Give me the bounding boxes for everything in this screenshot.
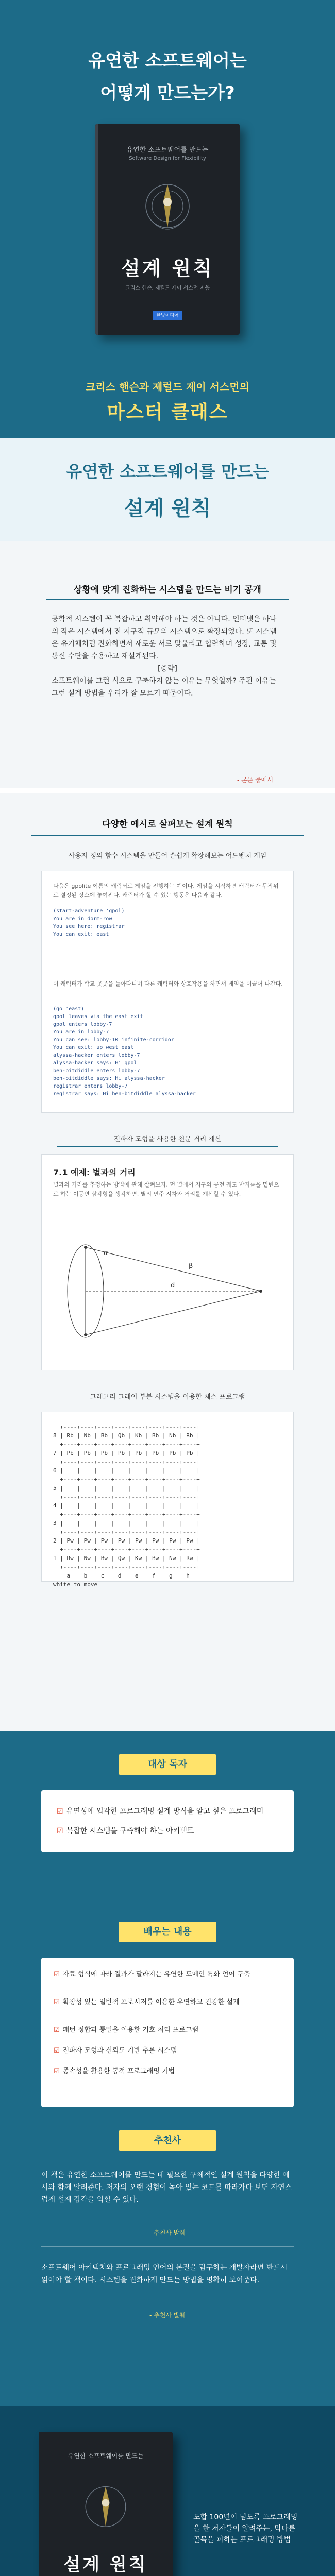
example2-text: 별과의 거리를 추정하는 방법에 관해 살펴보자. 먼 별에서 지구의 공전 궤도 반지름을 밑변으로 하는 이등변 삼각형을 생각하면, 별의 연주 시차와 거리를 계산할 수 있다. bbox=[53, 1181, 279, 1197]
learn-box bbox=[41, 1958, 294, 2107]
mystic-seal-icon bbox=[80, 2478, 131, 2540]
fig-label-alpha: α bbox=[104, 1249, 108, 1257]
chess-board: +----+----+----+----+----+----+----+----+ 8 | Rb | Nb | Bb | Qb | Kb | Bb | Nb | Rb | +----+----+----+----+----+----+----+----+ 7 | Pb | Pb | Pb | Pb | Pb | Pb | Pb | Pb | +----+----+----+----+----+----+----+----+ 6 | | | | | | | | | +----+----+----+----+----+----+----+----+ 5 | | | | | | | | | +----+----+----+----+----+----+----+----+ 4 | | | | | | | | | +----+----+----+----+----+----+----+----+ 3 | | | | | | | | | +----+----+----+----+----+----+----+----+ 2 | Pw | Pw | Pw | Pw | Pw | Pw | Pw | Pw | +----+----+----+----+----+----+----+----+ 1 | Rw | Nw | Bw | Qw | Kw | Bw | Nw | Rw | +----+----+----+----+----+----+----+----+ a b c d e f g h white to move bbox=[53, 1423, 200, 1588]
book-cover-sub: Software Design for Flexibility bbox=[129, 156, 206, 161]
bottom-section bbox=[0, 2406, 335, 2576]
intro-body bbox=[52, 613, 283, 700]
learn-item bbox=[54, 1969, 280, 1980]
check-icon: ☑ bbox=[54, 2026, 60, 2034]
parallax-figure bbox=[62, 1227, 274, 1355]
learn-item bbox=[54, 2066, 280, 2077]
bottom-book-small: 유연한 소프트웨어를 만드는 bbox=[68, 2452, 144, 2460]
example1-caption: 사용자 정의 함수 시스템을 만들어 손쉽게 확장해보는 어드벤처 게임 bbox=[68, 852, 267, 860]
intro-source: - 본문 중에서 bbox=[237, 776, 273, 784]
intro-body2: 소프트웨어를 그런 식으로 구축하지 않는 이유는 무엇일까? 주된 이유는 그런 설계 방법을 우리가 잘 모르기 때문이다. bbox=[52, 677, 276, 698]
learn-item-text: 전파자 모형과 신뢰도 기반 추론 시스템 bbox=[62, 2047, 177, 2055]
audience-item-text: 복잡한 시스템을 구축해야 하는 아키텍트 bbox=[66, 1827, 194, 1835]
examples-divider bbox=[31, 835, 304, 836]
audience-title: 대상 독자 bbox=[119, 1754, 216, 1775]
hero-title-line1: 유연한 소프트웨어를 만드는 bbox=[66, 462, 269, 481]
example2-caption: 전파자 모형을 사용한 천문 거리 계산 bbox=[113, 1136, 222, 1143]
fig-label-d: d bbox=[171, 1282, 175, 1290]
bottom-book-cover bbox=[39, 2432, 173, 2576]
example2-card bbox=[41, 1154, 294, 1370]
intro-section bbox=[0, 541, 335, 788]
bottom-side-text: 도합 100년이 넘도록 프로그래밍을 한 저자들이 알려주는, 막다른 골목을 피하는 프로그래밍 방법 bbox=[193, 2513, 298, 2544]
hero-master: 마스터 클래스 bbox=[107, 402, 228, 423]
recommend-text2: 소프트웨어 아키텍처와 프로그래밍 언어의 본질을 탐구하는 개발자라면 반드시 읽어야 할 책이다. 시스템을 진화하게 만드는 방법을 명확히 보여준다. bbox=[41, 2264, 288, 2284]
intro-body1: 공학적 시스템이 꼭 복잡하고 취약해야 하는 것은 아니다. 인터넷은 하나의 작은 시스템에서 전 지구적 규모의 시스템으로 확장되었다. 또 시스템은 유기체처럼 진화하면서 새로운 서로 맞물리고 협력하며 성장, 교통 및 통신 수단을 수용하고 재설계된다. bbox=[52, 615, 277, 660]
intro-divider bbox=[46, 599, 289, 600]
book-cover-title: 설계 원칙 bbox=[121, 257, 214, 280]
audience-item bbox=[57, 1806, 263, 1816]
mystic-seal-icon bbox=[142, 175, 193, 242]
check-icon: ☑ bbox=[54, 1998, 60, 2006]
example1-code1: (start-adventure 'gpol) You are in dorm-row You see here: registrar You can exit: east bbox=[53, 908, 125, 937]
example3-caption: 그레고리 그레이 부분 시스템을 이용한 체스 프로그램 bbox=[90, 1393, 245, 1401]
check-icon: ☑ bbox=[57, 1827, 63, 1835]
audience-item bbox=[57, 1825, 194, 1836]
hero-question-line2: 어떻게 만드는가? bbox=[100, 83, 235, 104]
audience-box bbox=[41, 1790, 294, 1852]
publisher-logo: 한빛미디어 bbox=[153, 311, 182, 320]
recommend-divider bbox=[41, 2246, 294, 2247]
fig-label-beta: β bbox=[189, 1262, 193, 1270]
audience-section bbox=[0, 1731, 335, 1917]
check-icon: ☑ bbox=[54, 1971, 60, 1978]
intro-heading: 상황에 맞게 진화하는 시스템을 만드는 비기 공개 bbox=[74, 585, 261, 595]
recommend-section bbox=[0, 2117, 335, 2406]
example1-card bbox=[41, 871, 294, 1113]
learn-item bbox=[54, 1997, 280, 2008]
learn-item bbox=[54, 2025, 280, 2036]
check-icon: ☑ bbox=[54, 2047, 60, 2055]
audience-item-text: 유연성에 입각한 프로그래밍 설계 방식을 알고 싶은 프로그래머 bbox=[66, 1807, 264, 1816]
example3-card bbox=[41, 1412, 294, 1588]
hero-authors: 크리스 핸슨과 제럴드 제이 서스먼의 bbox=[86, 381, 249, 393]
learn-item-text: 종속성을 활용한 동적 프로그래밍 기법 bbox=[62, 2067, 175, 2075]
learn-section bbox=[0, 1917, 335, 2117]
recommend-text1: 이 책은 유연한 소프트웨어를 만드는 데 필요한 구체적인 설계 원칙을 다양한 예시와 함께 알려준다. 저자의 오랜 경험이 녹아 있는 코드를 따라가다 보면 자연스럽게 설계 감각을 익힐 수 있다. bbox=[41, 2171, 292, 2204]
check-icon: ☑ bbox=[54, 2067, 60, 2075]
book-cover-authors: 크리스 핸슨, 제럴드 제이 서스먼 지음 bbox=[125, 285, 210, 291]
example1-text1: 다음은 gpolite 이름의 캐릭터로 게임을 진행하는 예이다. 게임을 시작하면 캐릭터가 무작위로 결정된 장소에 놓여진다. 캐릭터가 할 수 있는 행동은 다음과 같다. bbox=[53, 883, 279, 899]
caption-underline bbox=[57, 1146, 278, 1147]
book-cover-small: 유연한 소프트웨어를 만드는 bbox=[126, 146, 209, 154]
intro-bracket: [중략] bbox=[158, 665, 177, 673]
example1-code2: (go 'east) gpol leaves via the east exit gpol enters lobby-7 You are in lobby-7 You can see: lobby-10 infinite-corridor You can exit: up west east alyssa-hacker enters lobby-7 alyssa-hacker says: Hi gpol ben-bitdiddle enters lobby-7 ben-bitdiddle says: Hi alyssa-hacker registrar enters lobby-7 registrar says: Hi ben-bitdiddle alyssa-hacker bbox=[53, 1006, 196, 1097]
bottom-book-title: 설계 원칙 bbox=[63, 2554, 148, 2575]
hero-title-band bbox=[0, 438, 335, 541]
hero-question-line1: 유연한 소프트웨어는 bbox=[88, 50, 247, 71]
example1-text2: 이 캐릭터가 학교 곳곳을 돌아다니며 다른 캐릭터와 상호작용을 하면서 게임을 이끌어 나간다. bbox=[53, 980, 283, 987]
examples-heading: 다양한 예시로 살펴보는 설계 원칙 bbox=[102, 819, 233, 829]
learn-title: 배우는 내용 bbox=[119, 1922, 216, 1942]
check-icon: ☑ bbox=[57, 1807, 63, 1816]
recommend-source1: - 추천사 발췌 bbox=[149, 2229, 186, 2236]
book-cover bbox=[90, 124, 245, 340]
learn-item-text: 패턴 정합과 통일을 이용한 기호 처리 프로그램 bbox=[62, 2026, 199, 2034]
learn-item-text: 자료 형식에 따라 결과가 달라지는 유연한 도메인 특화 언어 구축 bbox=[62, 1971, 250, 1978]
hero-section bbox=[0, 0, 335, 541]
learn-item-text: 확장성 있는 일반적 프로시저를 이용한 유연하고 건강한 설계 bbox=[62, 1998, 240, 2006]
examples-section bbox=[0, 793, 335, 1731]
recommend-title: 추천사 bbox=[119, 2130, 216, 2151]
example2-heading: 7.1 예제: 별과의 거리 bbox=[53, 1167, 136, 1177]
recommend-source2: - 추천사 발췌 bbox=[149, 2312, 186, 2319]
learn-item bbox=[54, 2045, 280, 2057]
hero-title-line2: 설계 원칙 bbox=[124, 497, 211, 520]
